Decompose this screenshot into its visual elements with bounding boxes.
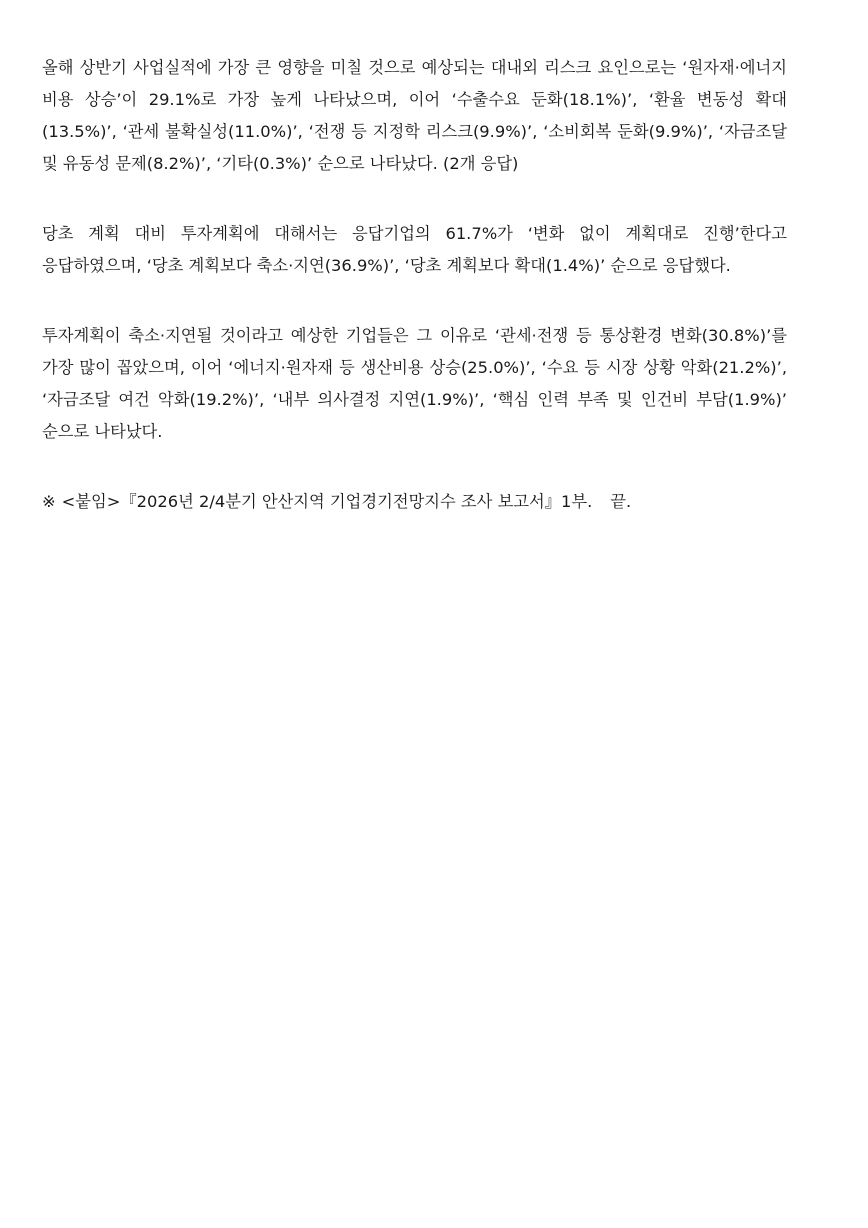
attachment-text: <붙임>『2026년 2/4분기 안산지역 기업경기전망지수 조사 보고서』1부.: [61, 492, 593, 511]
document-page: [42, 52, 787, 518]
paragraph-investment-delay-reasons: 투자계획이 축소·지연될 것이라고 예상한 기업들은 그 이유로 ‘관세·전쟁 등 통상환경 변화(30.8%)’를 가장 많이 꼽았으며, 이어 ‘에너지·원자재 등 생산비용 상승(25.0%)’, ‘수요 등 시장 상황 악화(21.2%)’, ‘자금조달 여건 악화(19.2%)’, ‘내부 의사결정 지연(1.9%)’, ‘핵심 인력 부족 및 인건비 부담(1.9%)’ 순으로 나타났다.: [42, 326, 787, 441]
paragraph-risk-factors: 올해 상반기 사업실적에 가장 큰 영향을 미칠 것으로 예상되는 대내외 리스크 요인으로는 ‘원자재·에너지 비용 상승’이 29.1%로 가장 높게 나타났으며, 이어 ‘수출수요 둔화(18.1%)’, ‘환율 변동성 확대(13.5%)’, ‘관세 불확실성(11.0%)’, ‘전쟁 등 지정학 리스크(9.9%)’, ‘소비회복 둔화(9.9%)’, ‘자금조달 및 유동성 문제(8.2%)’, ‘기타(0.3%)’ 순으로 나타났다. (2개 응답): [42, 58, 787, 173]
paragraph-investment-plan: 당초 계획 대비 투자계획에 대해서는 응답기업의 61.7%가 ‘변화 없이 계획대로 진행’한다고 응답하였으며, ‘당초 계획보다 축소·지연(36.9%)’, ‘당초 계획보다 확대(1.4%)’ 순으로 응답했다.: [42, 224, 787, 275]
reference-mark: ※: [42, 492, 56, 511]
attachment-note: [42, 486, 787, 518]
end-mark: 끝.: [610, 492, 632, 511]
